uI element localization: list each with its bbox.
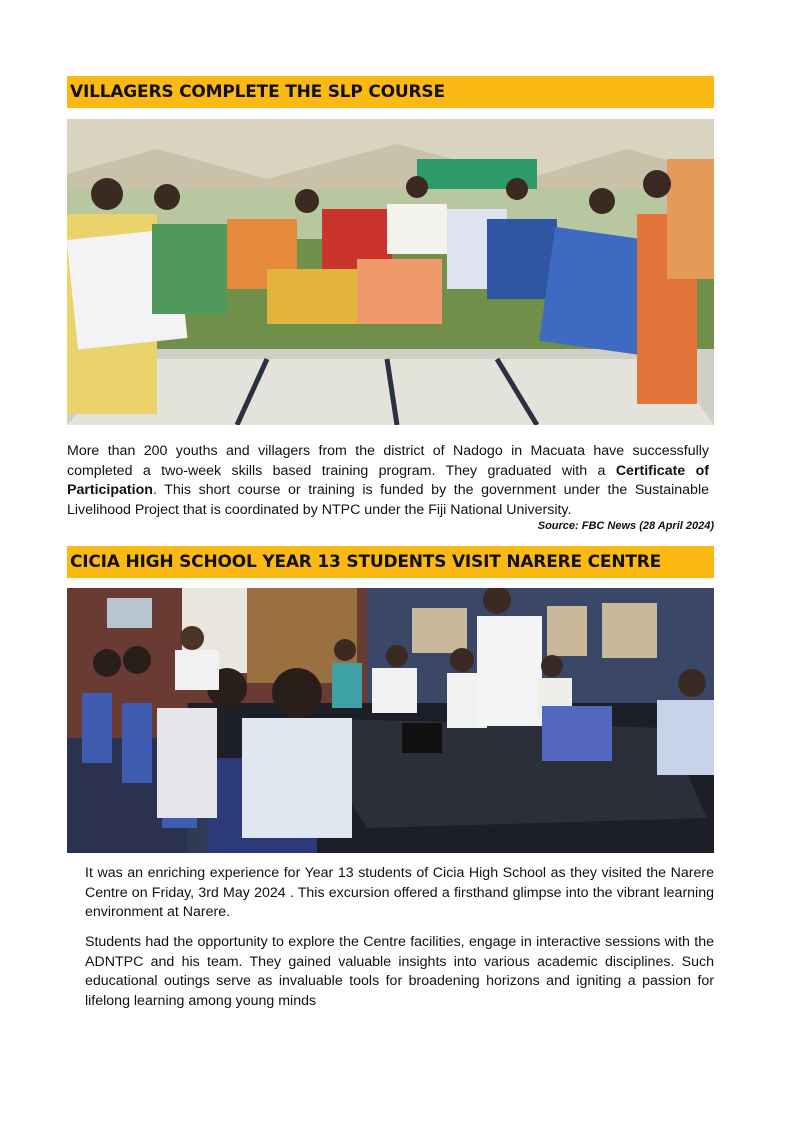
section2-paragraph-2: Students had the opportunity to explore the Centre facilities, engage in interactive sessions with the ADNTPC and his team. They gained valuable insights into various academic disciplines. Such educational outings serve as invaluable tools for broadening horizons and igniting a passion for lifelong learning among young minds: [85, 934, 714, 1009]
section-heading: VILLAGERS COMPLETE THE SLP COURSE: [70, 82, 445, 102]
section-heading: CICIA HIGH SCHOOL YEAR 13 STUDENTS VISIT NARERE CENTRE: [70, 552, 662, 572]
section-heading-banner: [67, 546, 714, 578]
students-visit-photo: [67, 588, 714, 853]
paragraph-text: . This short course or training is funded by the government under the Sustainable Livelihood Project that is coordinated by NTPC under the Fiji National University.: [67, 482, 709, 518]
section1-paragraph: [67, 442, 709, 520]
section-heading-banner: [67, 76, 714, 108]
bold-text: Certificate of Participation: [67, 462, 710, 498]
source-citation: Source: FBC News (28 April 2024): [537, 520, 714, 532]
villagers-photo: [67, 119, 714, 425]
section2-paragraph-1: It was an enriching experience for Year 13 students of Cicia High School as they visited the Narere Centre on Friday, 3rd May 2024 . This excursion offered a firsthand glimpse into the vibrant learning environment at Narere.: [85, 865, 714, 920]
paragraph-text: More than 200 youths and villagers from the district of Nadogo in Macuata have successfully completed a two-week skills based training program. They graduated with a: [67, 443, 709, 479]
